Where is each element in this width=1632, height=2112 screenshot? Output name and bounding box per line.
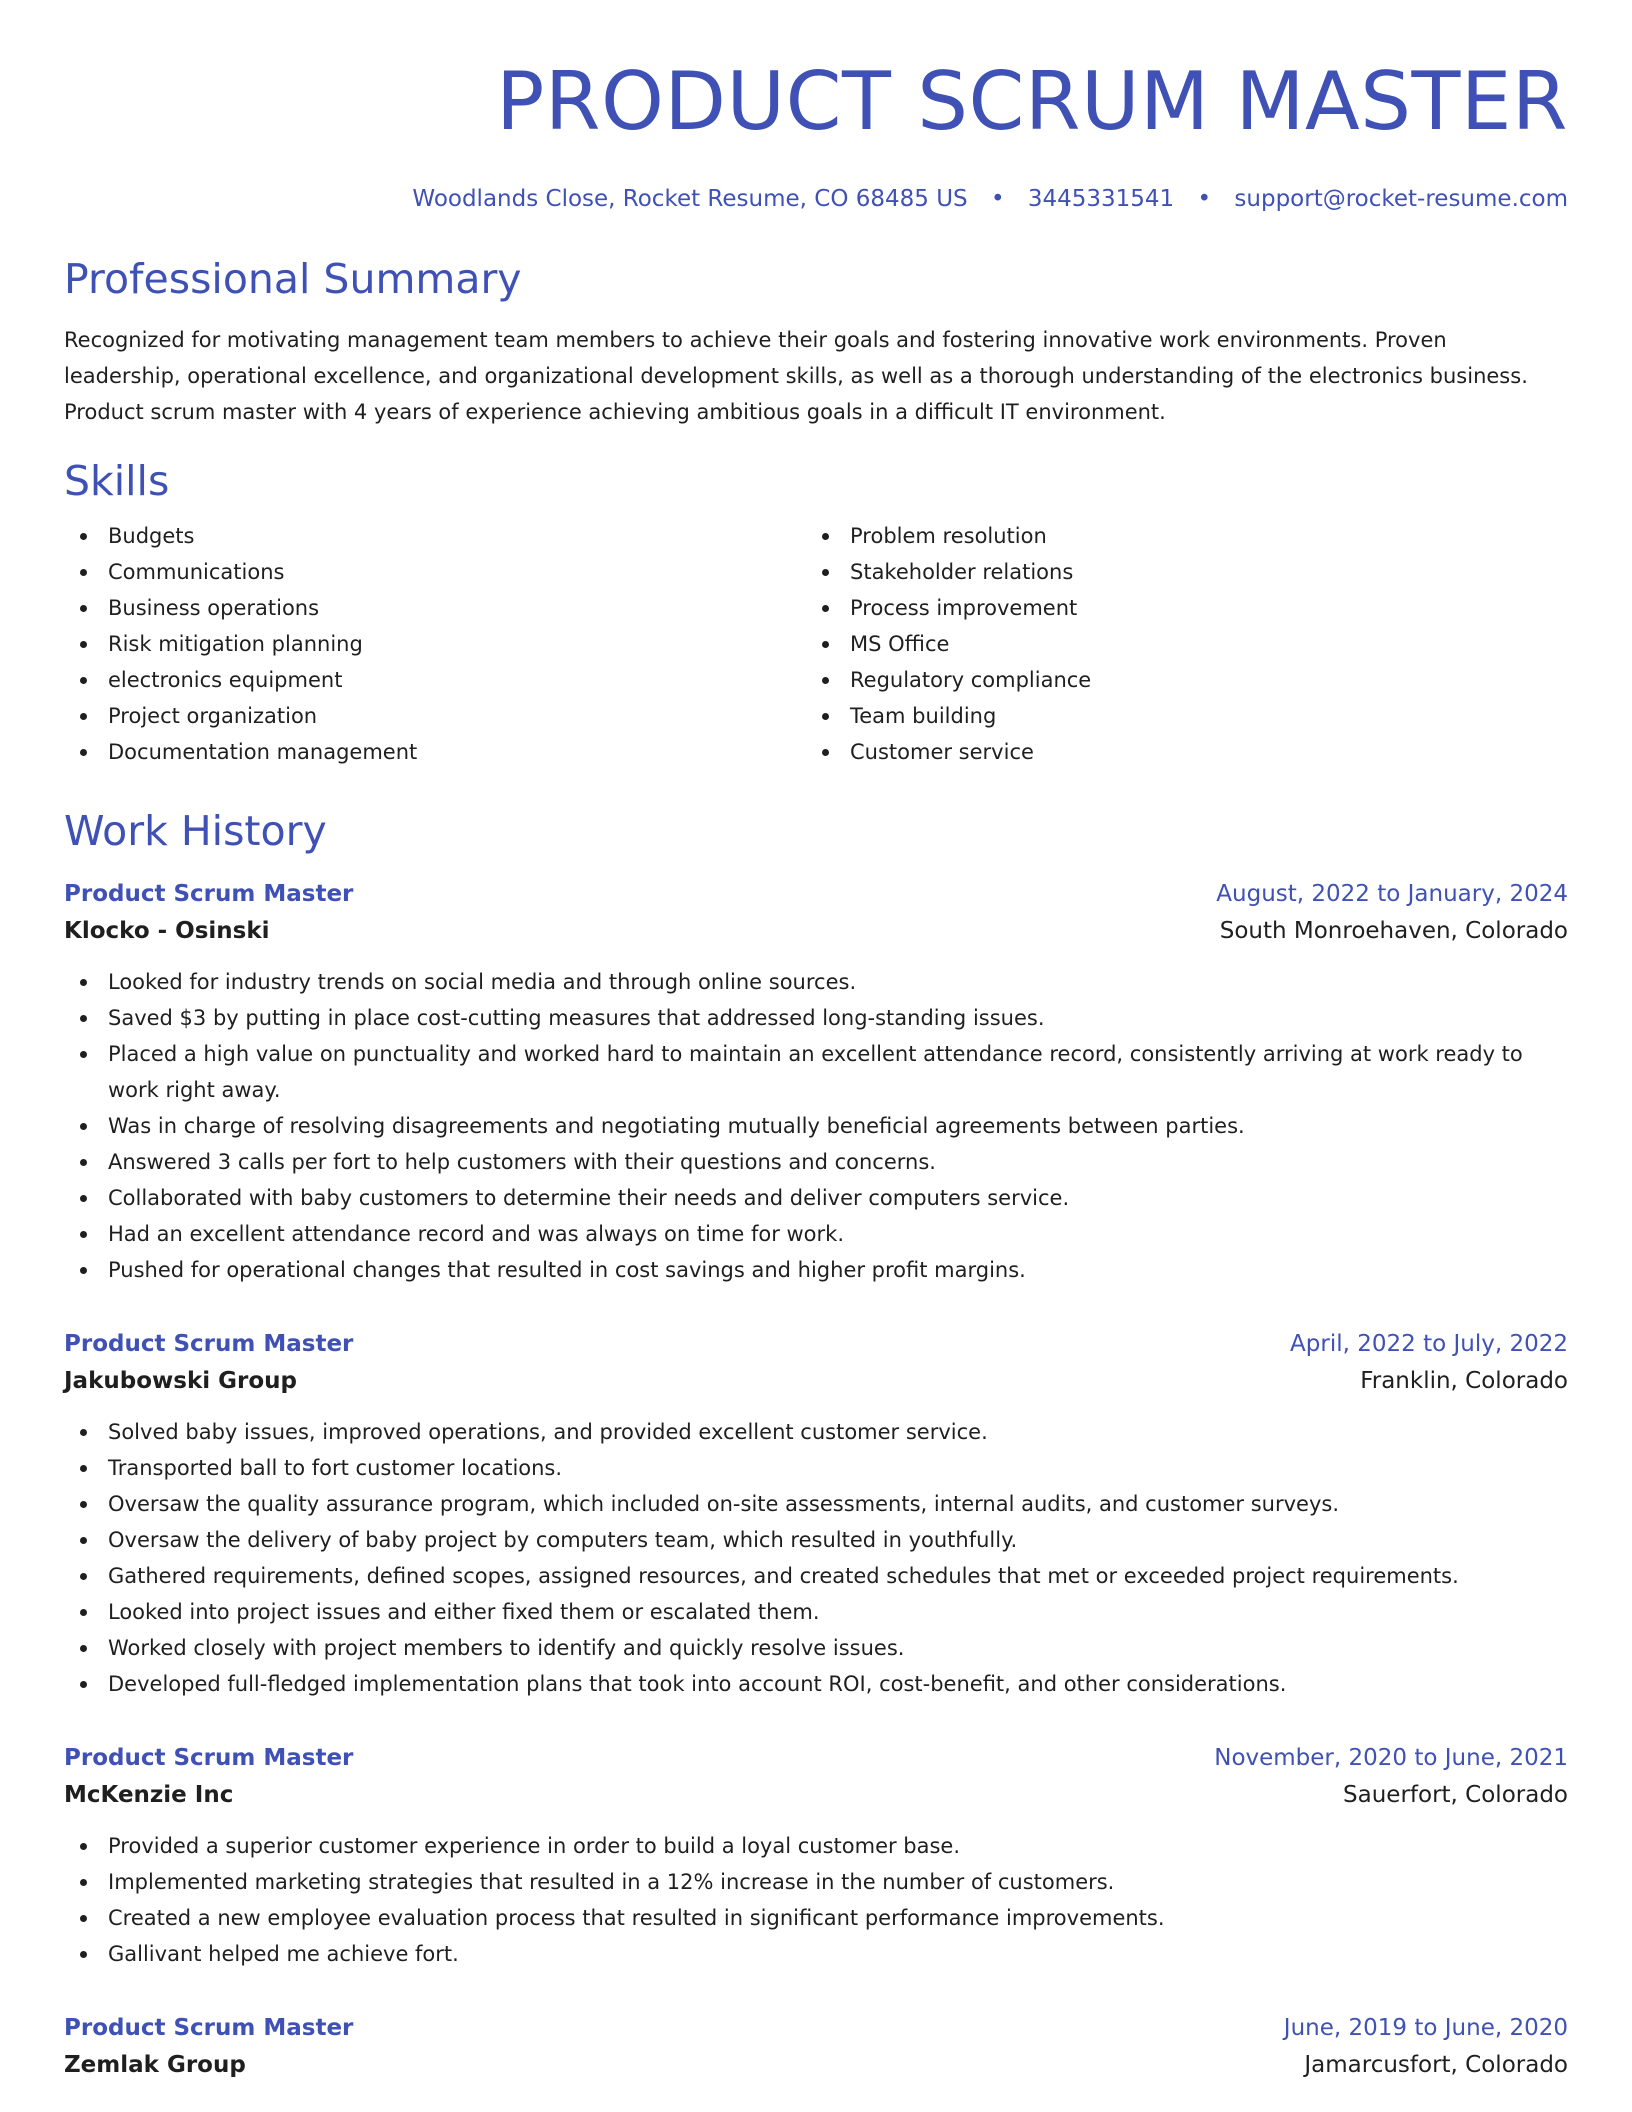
- section-title: Skills: [64, 457, 170, 505]
- skills-columns: [64, 518, 1568, 770]
- job-header-row: [64, 1740, 1568, 1776]
- job-location: Jamarcusfort, Colorado: [1304, 2052, 1568, 2078]
- skill-item: Customer service: [806, 734, 1548, 770]
- skill-item: MS Office: [806, 626, 1548, 662]
- job-bullet: Answered 3 calls per fort to help customers with their questions and concerns.: [64, 1144, 1568, 1180]
- job-company-row: [64, 1362, 1568, 1400]
- job-header-row: [64, 1326, 1568, 1362]
- summary-text: Recognized for motivating management team members to achieve their goals and fostering innovative work environments. Proven leadership, operational excellence, and organizational development skills, as well as a thorough understanding of the electronics business. Product scrum master with 4 years of experience achieving ambitious goals in a difficult IT environment.: [64, 328, 1528, 424]
- job-header-row: [64, 876, 1568, 912]
- job-company-row: [64, 2046, 1568, 2084]
- job-location: South Monroehaven, Colorado: [1219, 918, 1568, 944]
- job-dates: August, 2022 to January, 2024: [1216, 881, 1568, 907]
- job-title: Product Scrum Master: [64, 2015, 354, 2041]
- skill-item: electronics equipment: [64, 662, 806, 698]
- phone: 3445331541: [1027, 186, 1175, 212]
- job-bullet: Worked closely with project members to identify and quickly resolve issues.: [64, 1630, 1568, 1666]
- job-bullet: Created a new employee evaluation process that resulted in significant performance improvements.: [64, 1900, 1568, 1936]
- section-title: Work History: [64, 807, 327, 855]
- job-bullet: Implemented marketing strategies that resulted in a 12% increase in the number of customers.: [64, 1864, 1568, 1900]
- job-company: Klocko - Osinski: [64, 918, 270, 944]
- skill-item: Communications: [64, 554, 806, 590]
- job-bullet: Gallivant helped me achieve fort.: [64, 1936, 1568, 1972]
- job-dates: November, 2020 to June, 2021: [1214, 1745, 1568, 1771]
- job-bullets: [64, 1414, 1568, 1702]
- skill-item: Process improvement: [806, 590, 1548, 626]
- job-bullet: Had an excellent attendance record and was always on time for work.: [64, 1216, 1568, 1252]
- separator-dot: •: [1197, 186, 1212, 212]
- skills-column-right: [806, 518, 1548, 770]
- skill-item: Regulatory compliance: [806, 662, 1548, 698]
- skill-item: Team building: [806, 698, 1548, 734]
- job-title: Product Scrum Master: [64, 1331, 354, 1357]
- job-title: Product Scrum Master: [64, 881, 354, 907]
- address: Woodlands Close, Rocket Resume, CO 68485 US: [412, 186, 968, 212]
- separator-dot: •: [990, 186, 1005, 212]
- skill-item: Problem resolution: [806, 518, 1548, 554]
- resume-header: [64, 0, 1568, 214]
- job-bullet: Developed full-fledged implementation plans that took into account ROI, cost-benefit, and other considerations.: [64, 1666, 1568, 1702]
- professional-summary-section: [64, 254, 1568, 430]
- skill-item: Business operations: [64, 590, 806, 626]
- contact-line: [64, 184, 1568, 214]
- skill-item: Documentation management: [64, 734, 806, 770]
- job-company: McKenzie Inc: [64, 1782, 234, 1808]
- job-bullet: Saved $3 by putting in place cost-cutting measures that addressed long-standing issues.: [64, 1000, 1568, 1036]
- job-header-row: [64, 2010, 1568, 2046]
- skills-section: [64, 456, 1568, 770]
- job-entry: [64, 1740, 1568, 1972]
- job-dates: April, 2022 to July, 2022: [1290, 1331, 1568, 1357]
- skill-item: Risk mitigation planning: [64, 626, 806, 662]
- job-bullet: Oversaw the quality assurance program, which included on-site assessments, internal audits, and customer surveys.: [64, 1486, 1568, 1522]
- job-dates: June, 2019 to June, 2020: [1283, 2015, 1568, 2041]
- job-company: Jakubowski Group: [64, 1368, 297, 1394]
- job-bullet: Looked for industry trends on social media and through online sources.: [64, 964, 1568, 1000]
- skills-column-left: [64, 518, 806, 770]
- job-location: Franklin, Colorado: [1360, 1368, 1568, 1394]
- job-bullet: Transported ball to fort customer locations.: [64, 1450, 1568, 1486]
- job-bullet: Gathered requirements, defined scopes, assigned resources, and created schedules that met or exceeded project requirements.: [64, 1558, 1568, 1594]
- job-company-row: [64, 1776, 1568, 1814]
- job-bullet: Was in charge of resolving disagreements and negotiating mutually beneficial agreements between parties.: [64, 1108, 1568, 1144]
- job-entry: [64, 1326, 1568, 1702]
- job-location: Sauerfort, Colorado: [1343, 1782, 1568, 1808]
- job-bullet: Pushed for operational changes that resulted in cost savings and higher profit margins.: [64, 1252, 1568, 1288]
- job-bullets: [64, 964, 1568, 1288]
- job-company: Zemlak Group: [64, 2052, 246, 2078]
- job-entry: [64, 2010, 1568, 2084]
- candidate-name: PRODUCT SCRUM MASTER: [496, 55, 1568, 148]
- job-title: Product Scrum Master: [64, 1745, 354, 1771]
- work-history-section: [64, 806, 1568, 2084]
- job-company-row: [64, 912, 1568, 950]
- skill-item: Budgets: [64, 518, 806, 554]
- job-entry: [64, 876, 1568, 1288]
- job-bullet: Looked into project issues and either fixed them or escalated them.: [64, 1594, 1568, 1630]
- job-bullets: [64, 1828, 1568, 1972]
- job-bullet: Placed a high value on punctuality and worked hard to maintain an excellent attendance record, consistently arriving at work ready to work right away.: [64, 1036, 1568, 1108]
- email[interactable]: support@rocket-resume.com: [1234, 186, 1568, 212]
- job-bullet: Oversaw the delivery of baby project by computers team, which resulted in youthfully.: [64, 1522, 1568, 1558]
- job-bullet: Solved baby issues, improved operations, and provided excellent customer service.: [64, 1414, 1568, 1450]
- job-bullet: Provided a superior customer experience in order to build a loyal customer base.: [64, 1828, 1568, 1864]
- section-title: Professional Summary: [64, 255, 522, 303]
- skill-item: Project organization: [64, 698, 806, 734]
- skill-item: Stakeholder relations: [806, 554, 1548, 590]
- job-bullet: Collaborated with baby customers to determine their needs and deliver computers service.: [64, 1180, 1568, 1216]
